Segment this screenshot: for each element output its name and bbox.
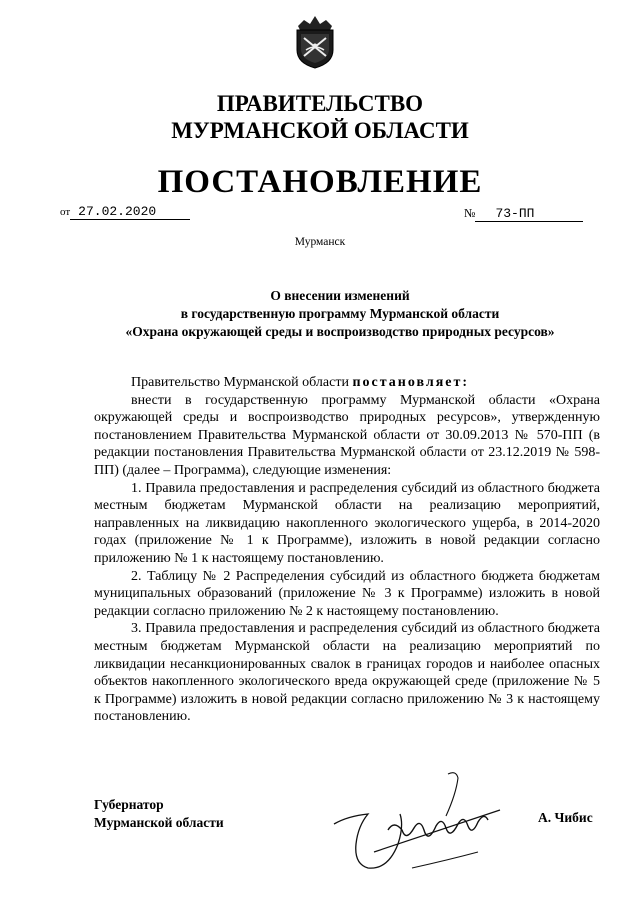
document-subject (60, 287, 620, 341)
government-line-2: МУРМАНСКОЙ ОБЛАСТИ (171, 118, 469, 143)
coat-of-arms-icon (292, 8, 338, 70)
number-label: № (464, 206, 476, 220)
number-value: 73-ПП (475, 206, 583, 222)
subject-line-2: в государственную программу Мурманской области (180, 306, 500, 321)
date-value: 27.02.2020 (70, 204, 190, 220)
signer-title-line-2: Мурманской области (94, 815, 224, 830)
signer-title (94, 796, 224, 832)
date-label: от (60, 206, 71, 218)
paragraph-item-3: 3. Правила предоставления и распределения субсидий из областного бюджета местным бюджетам Мурманской области на реализацию мероприятий по ликвидации несанкционированных свалок в границах городов и наиболее опасных объектов накопленного экологического вреда окружающей среде (приложение № 5 к Программе) изложить в новой редакции согласно приложению № 3 к настоящему постановлению. (94, 621, 600, 725)
number-field (464, 206, 583, 222)
signer-title-line-1: Губернатор (94, 797, 164, 812)
city: Мурманск (294, 236, 346, 248)
subject-line-1: О внесении изменений (270, 288, 410, 303)
intro-prefix: Правительство Мурманской области (131, 375, 353, 390)
intro-paragraph (94, 374, 600, 392)
document-body (94, 374, 600, 726)
paragraph-main: внести в государственную программу Мурманской области «Охрана окружающей среды и воспроизводство природных ресурсов», утвержденную постановлением Правительства Мурманской области от 30.09.2013 № 570-ПП (в редакции постановления Правительства Мурманской области от 23.12.2019 № 598-ПП) (далее – Программа), следующие изменения: (94, 392, 600, 478)
paragraph-item-2: 2. Таблицу № 2 Распределения субсидий из областного бюджета бюджетам муниципальных образований (приложение № 3 к Программе) изложить в новой редакции согласно приложению № 2 к настоящему постановлению. (94, 568, 600, 619)
intro-decree-word: постановляет: (352, 375, 470, 390)
document-type-title: ПОСТАНОВЛЕНИЕ (157, 164, 483, 200)
signer-name: А. Чибис (538, 810, 593, 825)
government-line-1: ПРАВИТЕЛЬСТВО (216, 91, 424, 116)
subject-line-3: «Охрана окружающей среды и воспроизводство природных ресурсов» (125, 324, 555, 339)
government-title (0, 90, 640, 144)
date-field (60, 204, 190, 220)
paragraph-item-1: 1. Правила предоставления и распределения субсидий из областного бюджета местным бюджетам Мурманской области на реализацию мероприятий, направленных на ликвидацию накопленного экологического ущерба, в 2014-2020 годах (приложение № 1 к Программе), изложить в новой редакции согласно приложению № 1 к настоящему постановлению. (94, 480, 600, 566)
handwritten-signature-icon (328, 764, 514, 880)
